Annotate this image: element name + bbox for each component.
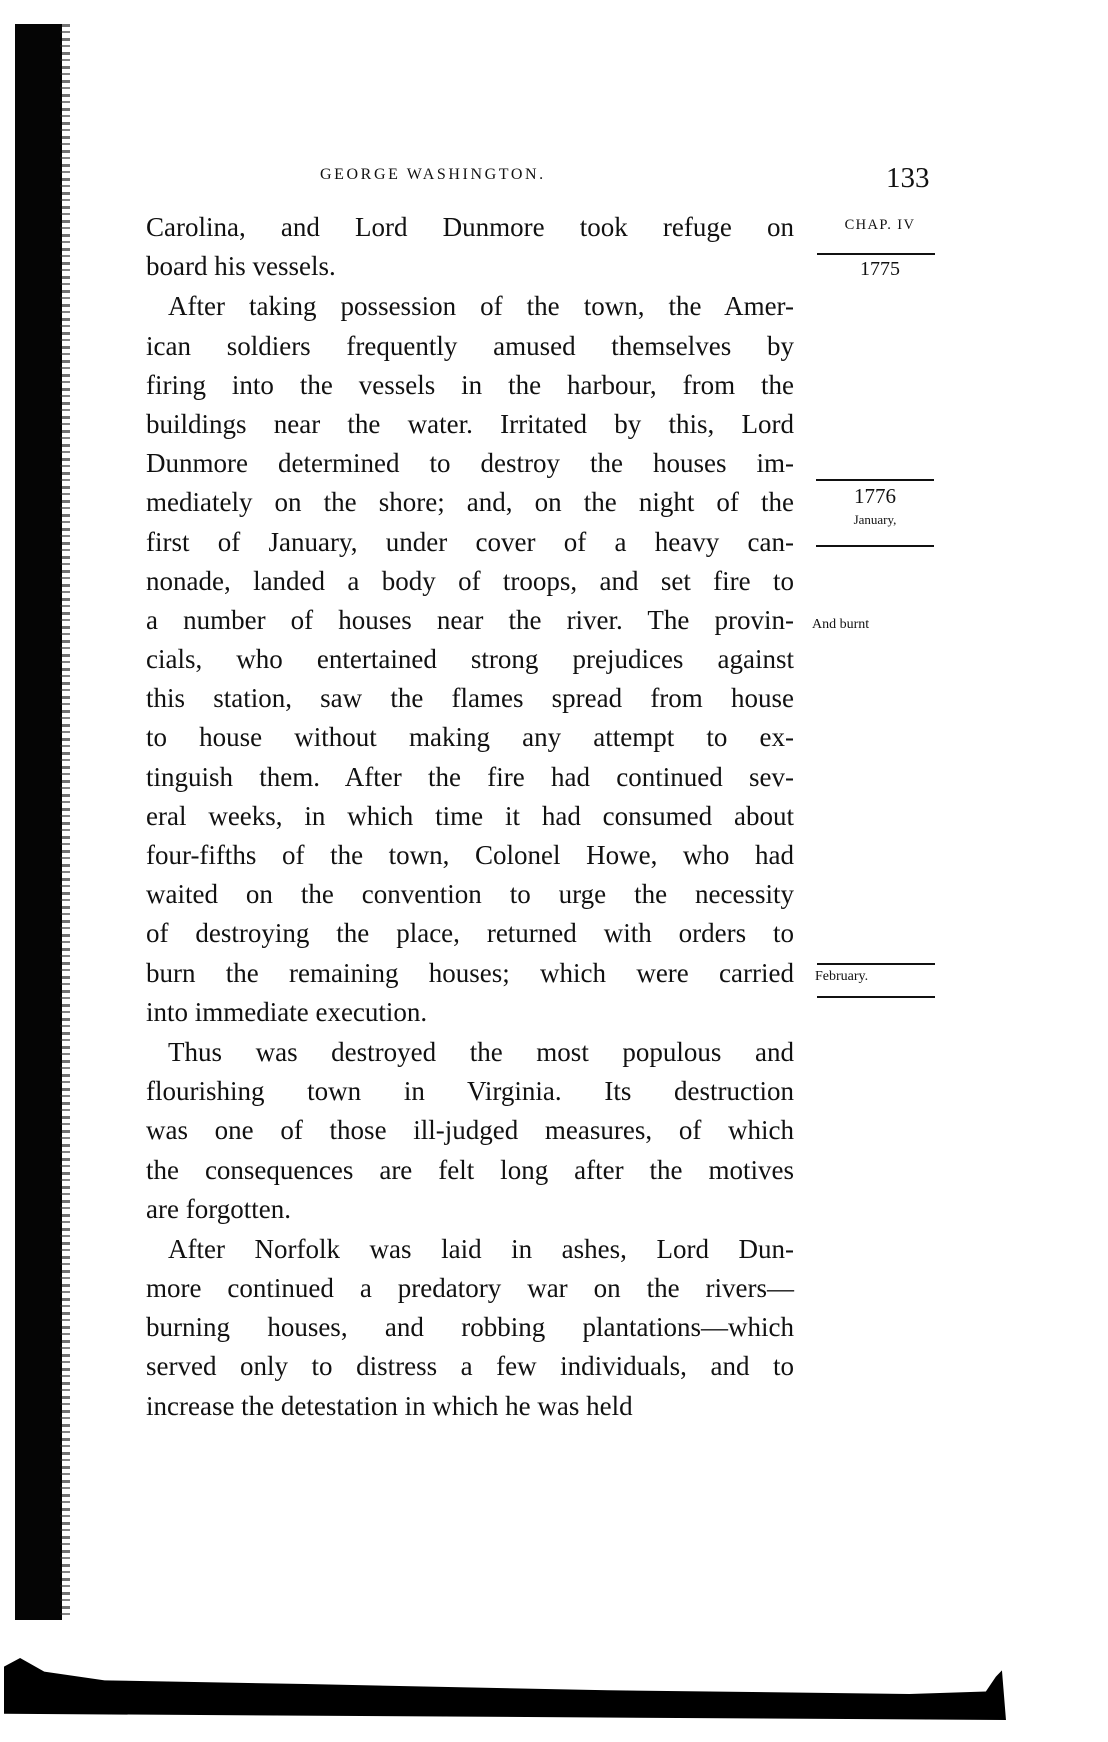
margin-rule	[817, 963, 935, 965]
text-line: flourishing town in Virginia. Its destruction	[146, 1076, 794, 1107]
chapter-label: CHAP. IV	[844, 217, 916, 233]
text-line: firing into the vessels in the harbour, from the	[146, 369, 794, 400]
text-line: mediately on the shore; and, on the night of the	[146, 487, 794, 518]
text-line: first of January, under cover of a heavy can-	[146, 526, 794, 557]
text-line: eral weeks, in which time it had consumed about	[146, 800, 794, 831]
text-line: burn the remaining houses; which were carried	[146, 957, 794, 988]
margin-rule	[816, 479, 934, 481]
text-line: Carolina, and Lord Dunmore took refuge on	[146, 212, 794, 242]
text-line: four-fifths of the town, Colonel Howe, who had	[146, 840, 794, 870]
text-line: After Norfolk was laid in ashes, Lord Dun-	[168, 1233, 794, 1264]
text-line: more continued a predatory war on the rivers—	[146, 1273, 794, 1304]
paragraph	[146, 1033, 794, 1229]
text-line: waited on the convention to urge the necessity	[146, 879, 794, 910]
running-head: GEORGE WASHINGTON.	[320, 166, 546, 183]
text-line: tinguish them. After the fire had continued sev-	[146, 761, 794, 792]
scan-binding-shadow	[15, 24, 62, 1620]
text-line: board his vessels.	[146, 251, 336, 282]
text-line: ican soldiers frequently amused themselves by	[146, 330, 794, 361]
text-line: the consequences are felt long after the motives	[146, 1154, 794, 1185]
margin-rule	[817, 996, 935, 998]
text-line: into immediate execution.	[146, 996, 428, 1027]
paragraph	[146, 287, 794, 1032]
text-line: was one of those ill-judged measures, of which	[146, 1115, 794, 1146]
paragraph	[146, 1230, 794, 1426]
margin-rule	[817, 253, 935, 255]
text-line: Thus was destroyed the most populous and	[168, 1036, 794, 1067]
paragraph	[146, 208, 794, 286]
margin-rule	[816, 545, 934, 547]
text-line: After taking possession of the town, the Amer-	[168, 291, 794, 322]
side-note-and-burnt: And burnt	[812, 617, 870, 632]
text-line: served only to distress a few individuals, and to	[146, 1351, 794, 1382]
text-line: of destroying the place, returned with orders to	[146, 918, 794, 949]
scan-bottom-shadow	[4, 1658, 1010, 1720]
month-note-february: February.	[815, 969, 869, 984]
year-note-1776: 1776	[854, 484, 896, 508]
text-line: this station, saw the flames spread from house	[146, 683, 794, 714]
text-line: buildings near the water. Irritated by this, Lord	[146, 408, 794, 439]
text-line: are forgotten.	[146, 1193, 291, 1224]
text-line: Dunmore determined to destroy the houses im-	[146, 448, 794, 479]
text-line: burning houses, and robbing plantations—which	[146, 1312, 794, 1343]
text-line: nonade, landed a body of troops, and set fire to	[146, 565, 794, 596]
text-line: a number of houses near the river. The provin-	[146, 604, 794, 635]
text-line: to house without making any attempt to ex-	[146, 722, 794, 753]
text-line: cials, who entertained strong prejudices against	[146, 644, 794, 675]
text-line: increase the detestation in which he was held	[146, 1390, 633, 1421]
month-note-january: January,	[853, 512, 897, 527]
page-number: 133	[886, 162, 930, 194]
year-note-1775: 1775	[860, 258, 900, 280]
body-text	[146, 208, 794, 1427]
